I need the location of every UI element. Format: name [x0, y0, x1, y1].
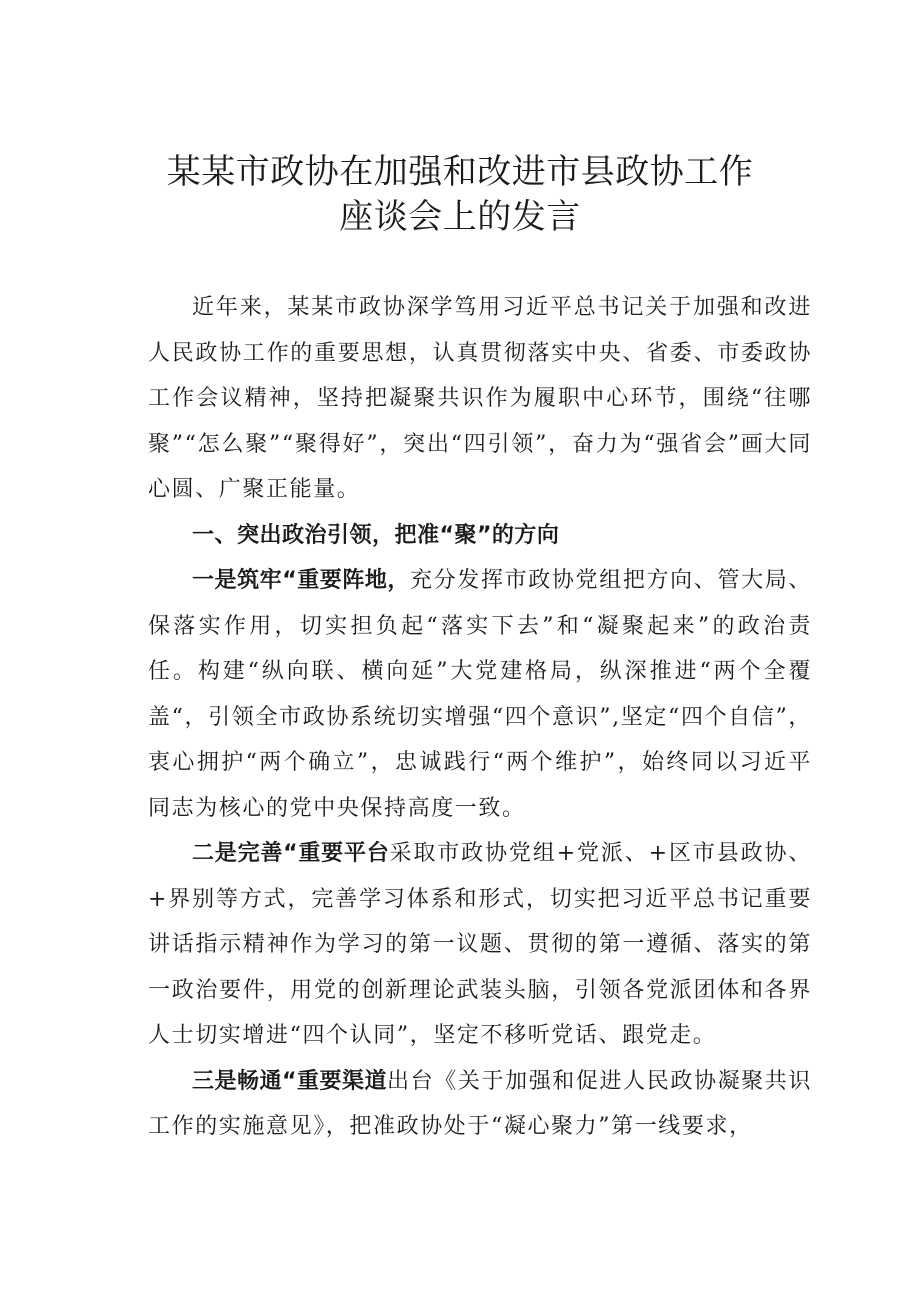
document-title [0, 150, 920, 240]
item-3-lead: 三是畅通“重要渠道 [192, 1068, 388, 1094]
item-3-text: 出台《关于加强和促进人民政协凝聚共识工作的实施意见》，把准政协处于“凝心聚力”第一线要求， [148, 1068, 812, 1139]
title-line-2: 座谈会上的发言 [339, 197, 581, 237]
document-body [148, 285, 812, 1150]
item-1-text: 充分发挥市政协党组把方向、管大局、保落实作用，切实担负起“落实下去”和“凝聚起来”的政治责任。构建“纵向联、横向延”大党建格局，纵深推进“两个全覆盖“，引领全市政协系统切实增强“四个意识”,坚定“四个自信”，衷心拥护“两个确立”，忠诚践行“两个维护”，始终同以习近平同志为核心的党中央保持高度一致。 [148, 568, 813, 821]
item-1-lead: 一是筑牢“重要阵地， [192, 568, 410, 593]
intro-paragraph: 近年来，某某市政协深学笃用习近平总书记关于加强和改进人民政协工作的重要思想，认真贯彻落实中央、省委、市委政协工作会议精神，坚持把凝聚共识作为履职中心环节，围绕“往哪聚”“怎么聚”“聚得好”，突出“四引领”，奋力为“强省会”画大同心圆、广聚正能量。 [148, 295, 812, 502]
item-2-text: 采取市政协党组+党派、+区市县政协、+界别等方式，完善学习体系和形式，切实把习近平总书记重要讲话指示精神作为学习的第一议题、贯彻的第一遵循、落实的第一政治要件，用党的创新理论武装头脑，引领各党派团体和各界人士切实增进“四个认同”，坚定不移听党话、跟党走。 [148, 841, 812, 1048]
item-2-lead: 二是完善“重要平台 [192, 841, 390, 866]
paragraph-item-2 [148, 831, 812, 1059]
section-heading-1: 一、突出政治引领，把准“聚”的方向 [192, 522, 560, 548]
paragraph-item-3 [148, 1059, 812, 1150]
paragraph-item-1 [148, 558, 812, 831]
title-line-1: 某某市政协在加强和改进市县政协工作 [166, 152, 754, 192]
